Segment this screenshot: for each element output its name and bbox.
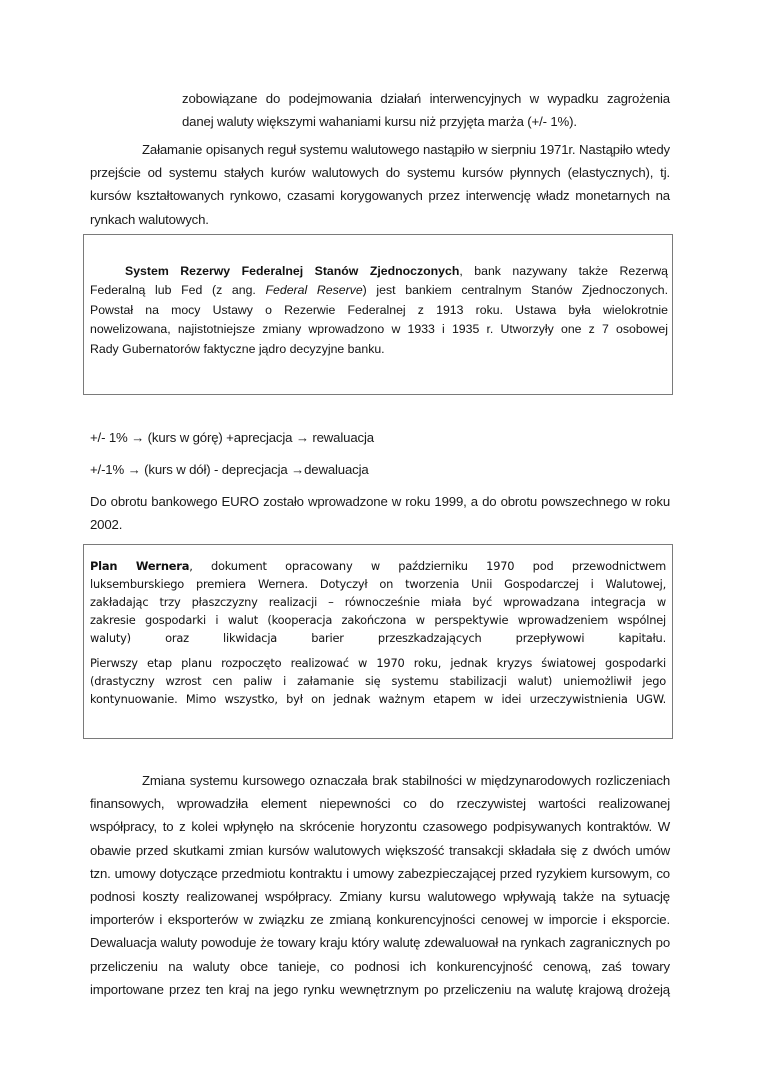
text-line: 2002. xyxy=(90,517,123,533)
text-line: importowane przez ten kraj na jego rynku wewnętrznym po przeliczeniu na walutę krajową drożeją xyxy=(90,981,670,997)
fed-english-name: Federal Reserve xyxy=(265,283,363,298)
text-line: Do obrotu bankowego EURO zostało wprowadzone w roku 1999, a do obrotu powszechnego w roku xyxy=(90,494,670,509)
werner-plan-second-text xyxy=(90,655,666,709)
text-line: Plan Wernera, dokument opracowany w październiku 1970 pod przewodnictwem xyxy=(90,559,666,573)
fed-info-text xyxy=(90,262,668,359)
text-line: (drastyczny wzrost cen paliw i załamanie się systemu stabilizacji walut) uniemożliwił jego xyxy=(90,673,666,688)
text-line: Zmiana systemu kursowego oznaczała brak stabilności w międzynarodowych rozliczeniach xyxy=(142,773,670,788)
text-line: rynkach walutowych. xyxy=(90,211,209,227)
text-line: danej waluty większymi wahaniami kursu niż przyjęta marża (+/- 1%). xyxy=(182,114,577,130)
text-line: Pierwszy etap planu rozpoczęto realizować w 1970 roku, jednak kryzys światowej gospodarki xyxy=(90,656,666,670)
werner-plan-text xyxy=(90,558,666,648)
intro-continuation-paragraph xyxy=(182,87,670,133)
text-line: importerów i eksporterów w związku ze zmianą konkurencyjności cenowej w imporcie i eksporcie. xyxy=(90,912,670,928)
text-line: obawie przed skutkami zmian kursów walutowych większość transakcji składała się z dwóch umów xyxy=(90,842,670,858)
text-line: współpracy, to z kolei wpłynęło na skrócenie horyzontu czasowego podpisywanych kontraktów. W xyxy=(90,819,670,835)
text-line: nowelizowana, najistotniejsze zmiany wprowadzono w 1933 i 1935 r. Utworzyły one z 7 osobowej xyxy=(90,322,668,337)
text-line: zakresie gospodarki i walut (kooperacja zakończona w perspektywie wprowadzeniem wspólnej xyxy=(90,612,666,627)
depreciation-line: +/-1% → (kurs w dół) - deprecjacja →dewaluacja xyxy=(90,462,369,477)
text-line: tzn. umowy dotyczące przedmiotu kontraktu i umowy zabezpieczającej przed ryzykiem kursowym, co xyxy=(90,865,670,881)
text-line: finansowych, wprowadziła element niepewności co do rzeczywistej wartości realizowanej xyxy=(90,796,670,812)
appreciation-line: +/- 1% → (kurs w górę) +aprecjacja → rewaluacja xyxy=(90,430,374,445)
werner-title: Plan Wernera xyxy=(90,559,190,573)
exchange-change-paragraph xyxy=(90,769,670,1001)
text-line: Załamanie opisanych reguł systemu walutowego nastąpiło w sierpniu 1971r. Nastąpiło wtedy xyxy=(142,142,670,157)
text-line: System Rezerwy Federalnej Stanów Zjednoczonych, bank nazywany także Rezerwą xyxy=(125,264,669,278)
text-line: przeliczeniu na waluty obce tanieje, co podnosi ich konkurencyjność cenową, zaś towary xyxy=(90,958,670,974)
collapse-paragraph xyxy=(90,138,670,231)
fed-title: System Rezerwy Federalnej Stanów Zjednoczonych xyxy=(125,264,460,278)
text-line: kursów kształtowanych rynkowo, czasami korygowanych przez interwencję władz monetarnych na xyxy=(90,188,670,204)
text-line: Federalną lub Fed (z ang. Federal Reserve) jest bankiem centralnym Stanów Zjednoczonych. xyxy=(90,283,668,298)
text-line: kontynuowanie. Mimo wszystko, był on jednak ważnym etapem w idei urzeczywistnienia UGW. xyxy=(90,691,666,706)
text-line: Powstał na mocy Ustawy o Rezerwie Federalnej z 1913 roku. Ustawa była wielokrotnie xyxy=(90,302,668,317)
text-line: Rady Gubernatorów faktyczne jądro decyzyjne banku. xyxy=(90,341,385,356)
text-line: waluty) oraz likwidacja barier przeszkadzających przepływowi kapitału. xyxy=(90,630,666,645)
text-line: Dewaluacja waluty powoduje że towary kraju który walutę zdewaluował na rynkach zagranicznych po xyxy=(90,935,670,951)
text-line: luksemburskiego premiera Wernera. Dotyczył on tworzenia Unii Gospodarczej i Walutowej, xyxy=(90,576,666,591)
text-line: podnosi koszty realizowanej współpracy. Zmiany kursu walutowego wpływają także na sytuację xyxy=(90,889,670,905)
text-line: przejście od systemu stałych kurów walutowych do systemu kursów płynnych (elastycznych), tj. xyxy=(90,165,670,181)
euro-paragraph xyxy=(90,490,670,536)
text-line: zakładając trzy płaszczyzny realizacji – równocześnie miała być wprowadzana integracja w xyxy=(90,594,666,609)
text-line: zobowiązane do podejmowania działań interwencyjnych w wypadku zagrożenia xyxy=(182,91,670,106)
